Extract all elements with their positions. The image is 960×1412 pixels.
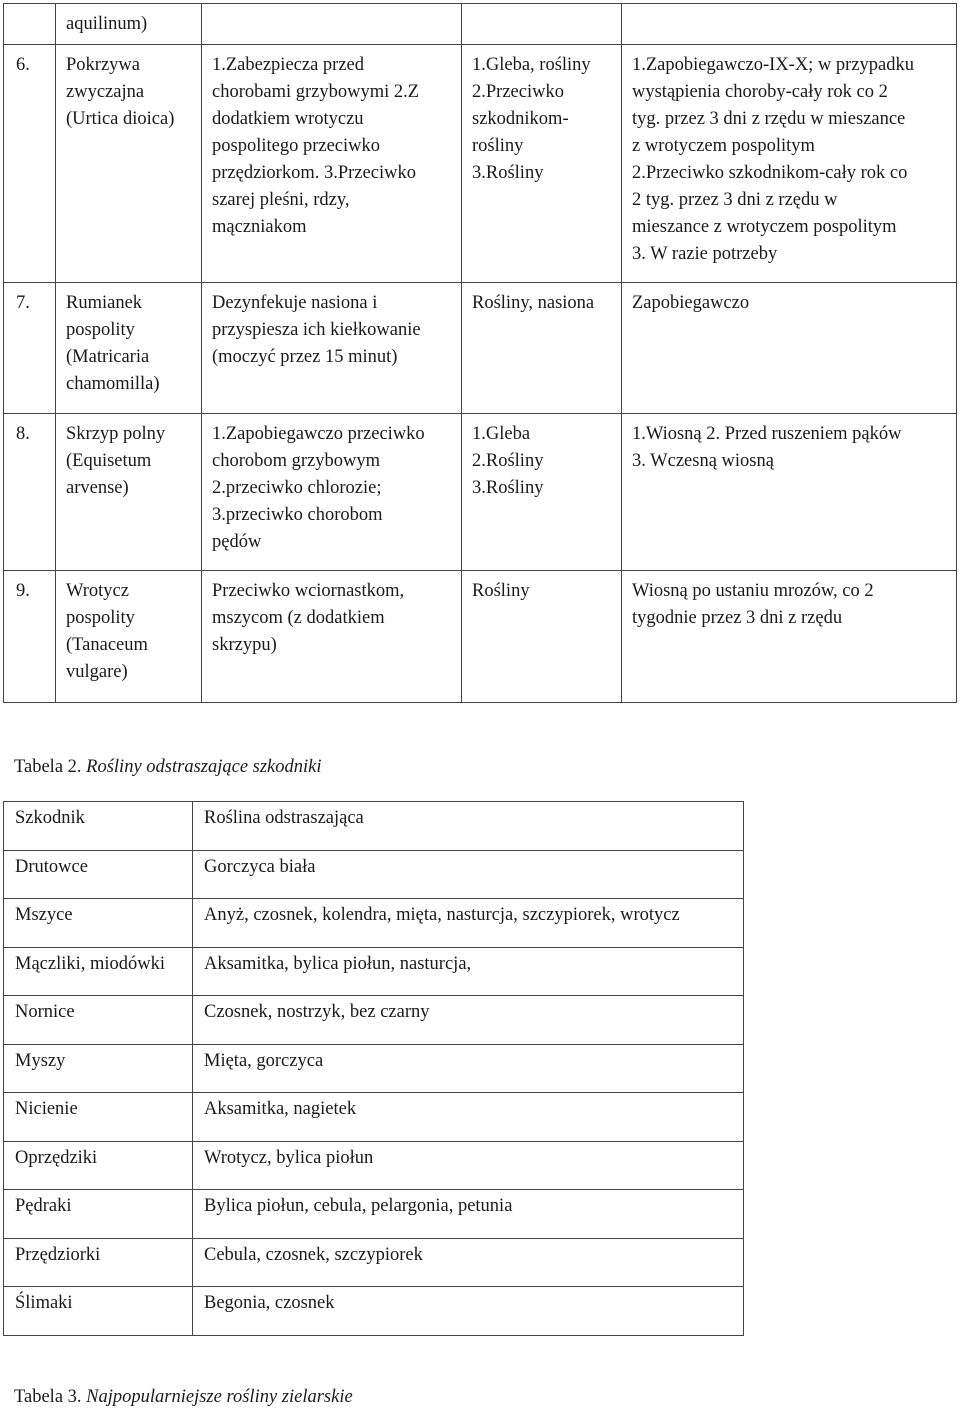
cell-line: 2.Rośliny [472, 451, 544, 471]
pest-cell [4, 947, 193, 996]
cell-text: Mączliki, miodówki [15, 953, 166, 974]
cell-text: Bylica piołun, cebula, pelargonia, petunia [204, 1196, 513, 1216]
pest-cell [4, 1287, 193, 1336]
cell-text: Pędraki [15, 1196, 72, 1216]
cell-line: Pokrzywa [66, 55, 140, 75]
cell-line: 3.przeciwko chorobom [212, 505, 383, 525]
cell-target [462, 283, 622, 414]
repellent-plant-cell [193, 850, 744, 899]
cell-line: Rośliny, nasiona [472, 293, 595, 313]
caption-prefix: Tabela 3. [14, 1387, 87, 1407]
table-row [4, 1190, 744, 1239]
cell-line: 1.Zabezpiecza przed [212, 55, 365, 75]
cell-action [202, 283, 462, 414]
cell-line: przyspiesza ich kiełkowanie [212, 320, 421, 340]
cell-plant [56, 283, 202, 414]
cell-line: aquilinum) [66, 14, 148, 34]
cell-line: dodatkiem wrotyczu [212, 109, 364, 129]
cell-line: Rośliny [472, 581, 530, 601]
cell-line: mieszance z wrotyczem pospolitym [632, 217, 897, 237]
cell-line: Zapobiegawczo [632, 293, 750, 313]
pest-cell [4, 802, 193, 851]
repellent-plants-table [3, 801, 744, 1336]
cell-line: Wiosną po ustaniu mrozów, co 2 [632, 581, 874, 601]
pest-cell [4, 1238, 193, 1287]
cell-line: (Tanaceum [66, 635, 148, 655]
cell-action [202, 4, 462, 45]
cell-line: (Matricaria [66, 347, 150, 367]
cell-text: Gorczyca biała [204, 856, 316, 877]
table-row [4, 414, 957, 571]
cell-line: arvense) [66, 478, 129, 498]
repellent-plant-cell [193, 1190, 744, 1239]
cell-line: zwyczajna [66, 82, 145, 102]
cell-line: chorobami grzybowymi 2.Z [212, 82, 420, 102]
cell-line: (Urtica dioica) [66, 109, 175, 129]
cell-plant [56, 4, 202, 45]
repellent-plant-cell [193, 1044, 744, 1093]
repellent-plant-cell [193, 1141, 744, 1190]
cell-text: Czosnek, nostrzyk, bez czarny [204, 1002, 430, 1022]
cell-action [202, 45, 462, 283]
cell-line: mączniakom [212, 217, 307, 237]
cell-line: mszycom (z dodatkiem [212, 608, 385, 628]
cell-line: pospolity [66, 320, 135, 340]
cell-line: pospolitego przeciwko [212, 136, 380, 156]
table-row [4, 283, 957, 414]
cell-text: Myszy [15, 1050, 66, 1071]
cell-text: Drutowce [15, 856, 88, 877]
cell-timing [622, 45, 957, 283]
cell-text: Anyż, czosnek, kolendra, mięta, nasturcja, szczypiorek, wrotycz [204, 905, 680, 925]
cell-line: szkodnikom- [472, 109, 569, 129]
pest-cell [4, 996, 193, 1045]
repellent-plant-cell [193, 996, 744, 1045]
cell-text: Szkodnik [15, 808, 85, 828]
cell-text: Nicienie [15, 1099, 78, 1119]
row-number [4, 4, 56, 45]
cell-target [462, 571, 622, 703]
repellent-plant-cell [193, 1238, 744, 1287]
cell-text: Begonia, czosnek [204, 1293, 335, 1313]
cell-line: 1.Gleba, rośliny [472, 55, 591, 75]
row-number: 8. [4, 414, 56, 571]
cell-line: Dezynfekuje nasiona i [212, 293, 378, 313]
cell-line: vulgare) [66, 662, 128, 682]
pest-cell [4, 1190, 193, 1239]
cell-timing [622, 414, 957, 571]
cell-line: Wrotycz [66, 581, 129, 601]
caption-title: Rośliny odstraszające szkodniki [86, 757, 322, 777]
repellent-plant-cell [193, 899, 744, 948]
cell-text: Przędziorki [15, 1244, 101, 1265]
cell-line: 1.Zapobiegawczo-IX-X; w przypadku [632, 55, 915, 75]
header-row [4, 802, 744, 851]
cell-action [202, 571, 462, 703]
pest-cell [4, 1093, 193, 1142]
table-row [4, 899, 744, 948]
cell-line: 2.Przeciwko szkodnikom-cały rok co [632, 163, 908, 183]
cell-line: 3. Wczesną wiosną [632, 451, 774, 471]
caption-prefix: Tabela 2. [14, 757, 87, 777]
table-row [4, 1141, 744, 1190]
table-row [4, 1093, 744, 1142]
cell-target [462, 4, 622, 45]
cell-line: 3.Rośliny [472, 163, 544, 183]
cell-timing [622, 4, 957, 45]
cell-plant [56, 571, 202, 703]
cell-line: 2 tyg. przez 3 dni z rzędu w [632, 190, 838, 210]
cell-line: rośliny [472, 136, 524, 156]
row-number: 7. [4, 283, 56, 414]
cell-line: przędziorkom. 3.Przeciwko [212, 163, 416, 183]
cell-timing [622, 571, 957, 703]
table-row [4, 850, 744, 899]
cell-plant [56, 414, 202, 571]
cell-line: pospolity [66, 608, 135, 628]
cell-line: chorobom grzybowym [212, 451, 381, 471]
cell-line: skrzypu) [212, 635, 277, 655]
cell-text: Mszyce [15, 905, 73, 925]
table-row [4, 1287, 744, 1336]
table-row [4, 947, 744, 996]
repellent-plant-cell [193, 1093, 744, 1142]
cell-line: wystąpienia choroby-cały rok co 2 [632, 82, 888, 102]
cell-text: Ślimaki [15, 1293, 73, 1313]
cell-line: pędów [212, 532, 262, 552]
cell-text: Mięta, gorczyca [204, 1050, 324, 1071]
herbal-preparations-table [3, 3, 957, 703]
cell-text: Aksamitka, nagietek [204, 1099, 357, 1119]
pest-cell [4, 850, 193, 899]
table-3-caption [14, 1387, 353, 1408]
cell-line: z wrotyczem pospolitym [632, 136, 815, 156]
table-row [4, 4, 957, 45]
cell-line: szarej pleśni, rdzy, [212, 190, 350, 210]
pest-cell [4, 1141, 193, 1190]
repellent-plant-cell [193, 1287, 744, 1336]
repellent-plant-cell [193, 802, 744, 851]
cell-target [462, 414, 622, 571]
cell-line: Przeciwko wciornastkom, [212, 581, 405, 601]
cell-plant [56, 45, 202, 283]
row-number: 9. [4, 571, 56, 703]
cell-text: Cebula, czosnek, szczypiorek [204, 1244, 423, 1265]
cell-line: (Equisetum [66, 451, 152, 471]
cell-text: Aksamitka, bylica piołun, nasturcja, [204, 953, 472, 974]
cell-text: Wrotycz, bylica piołun [204, 1147, 374, 1168]
caption-title: Najpopularniejsze rośliny zielarskie [86, 1387, 353, 1407]
cell-line: tygodnie przez 3 dni z rzędu [632, 608, 843, 628]
table-2-caption [14, 757, 322, 778]
cell-line: Rumianek [66, 293, 143, 313]
cell-line: 1.Wiosną 2. Przed ruszeniem pąków [632, 424, 902, 444]
cell-line: 2.przeciwko chlorozie; [212, 478, 382, 498]
row-number: 6. [4, 45, 56, 283]
cell-target [462, 45, 622, 283]
cell-text: Oprzędziki [15, 1147, 98, 1168]
cell-line: 1.Gleba [472, 424, 531, 444]
repellent-plant-cell [193, 947, 744, 996]
cell-line: 3. W razie potrzeby [632, 244, 778, 264]
pest-cell [4, 1044, 193, 1093]
cell-line: 3.Rośliny [472, 478, 544, 498]
cell-line: 2.Przeciwko [472, 82, 564, 102]
cell-action [202, 414, 462, 571]
cell-line: (moczyć przez 15 minut) [212, 347, 398, 367]
cell-timing [622, 283, 957, 414]
cell-line: 1.Zapobiegawczo przeciwko [212, 424, 425, 444]
table-row [4, 996, 744, 1045]
table-row [4, 1238, 744, 1287]
table-row [4, 571, 957, 703]
pest-cell [4, 899, 193, 948]
cell-line: chamomilla) [66, 374, 160, 394]
table-row [4, 1044, 744, 1093]
table-row [4, 45, 957, 283]
cell-text: Nornice [15, 1002, 75, 1022]
cell-line: Skrzyp polny [66, 424, 166, 444]
cell-text: Roślina odstraszająca [204, 808, 364, 828]
cell-line: tyg. przez 3 dni z rzędu w mieszance [632, 109, 906, 129]
